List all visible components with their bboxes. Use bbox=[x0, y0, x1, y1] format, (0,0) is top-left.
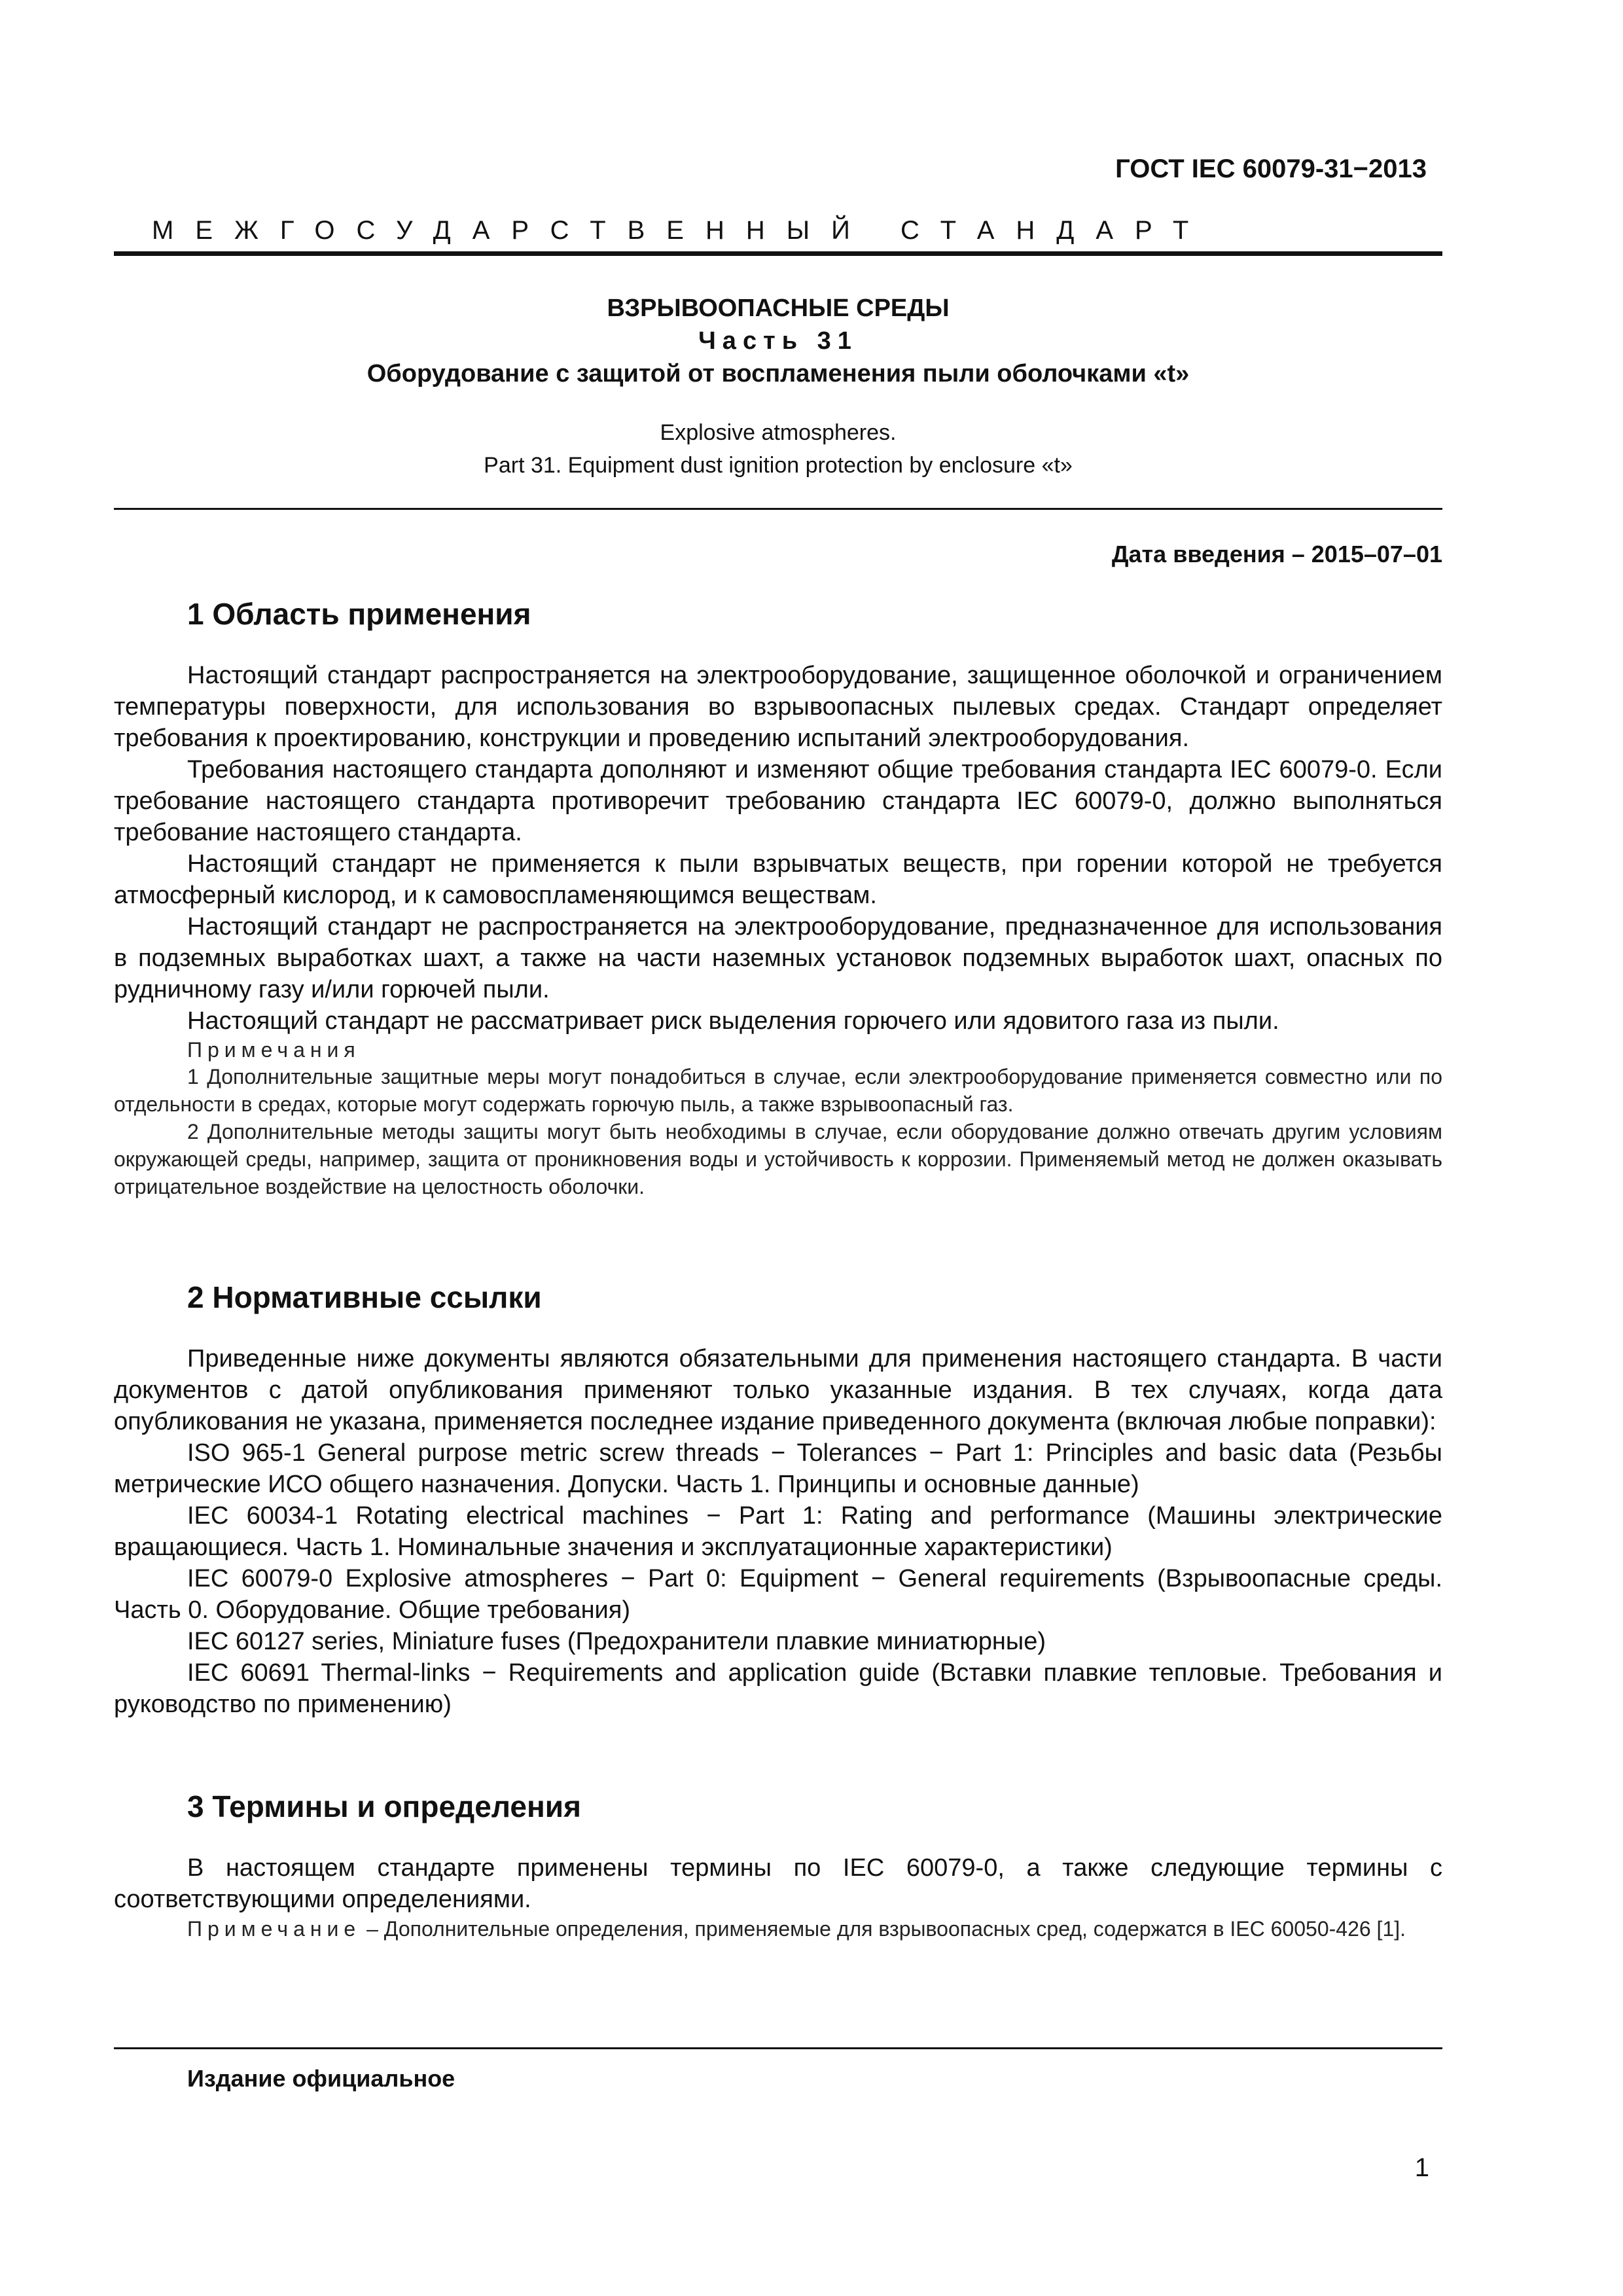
official-edition: Издание официальное bbox=[187, 2065, 455, 2092]
title-english-line2: Part 31. Equipment dust ignition protection by enclosure «t» bbox=[484, 453, 1073, 478]
document-code: ГОСТ IEC 60079-31−2013 bbox=[1115, 154, 1427, 183]
header-rule bbox=[114, 251, 1442, 256]
footer-rule bbox=[114, 2047, 1442, 2049]
paragraph: Настоящий стандарт не применяется к пыли взрывчатых веществ, при горении которой не требуется атмосферный кислород, и к самовоспламеняющимся веществам. bbox=[114, 850, 1442, 909]
note-text: – Дополнительные определения, применяемые для взрывоопасных сред, содержатся в IEC 60050-426 [1]. bbox=[361, 1917, 1406, 1941]
title-main: ВЗРЫВООПАСНЫЕ СРЕДЫ bbox=[607, 295, 950, 322]
paragraph: В настоящем стандарте применены термины по IEC 60079-0, а также следующие термины с соответствующими определениями. bbox=[114, 1854, 1442, 1913]
section-scope bbox=[114, 594, 1442, 1200]
reference-item: IEC 60034-1 Rotating electrical machines − Part 1: Rating and performance (Машины электрические вращающиеся. Часть 1. Номинальные значения и эксплуатационные характеристики) bbox=[114, 1502, 1442, 1561]
section-heading: 1 Область применения bbox=[187, 597, 531, 631]
note bbox=[114, 1915, 1442, 1943]
note: 2 Дополнительные методы защиты могут быть необходимы в случае, если оборудование должно отвечать другим условиям окружающей среды, например, защита от проникновения воды и устойчивость к коррозии. Применяемый метод не должен оказывать отрицательное воздействие на целостность оболочки. bbox=[114, 1120, 1442, 1198]
paragraph: Требования настоящего стандарта дополняют и изменяют общие требования стандарта IEC 60079-0. Если требование настоящего стандарта противоречит требованию стандарта IEC 60079-0, должно выполняться требование настоящего стандарта. bbox=[114, 756, 1442, 846]
page-number: 1 bbox=[1414, 2153, 1429, 2182]
note-label: Примечание bbox=[187, 1917, 361, 1941]
title-block bbox=[114, 292, 1442, 482]
reference-item: ISO 965-1 General purpose metric screw threads − Tolerances − Part 1: Principles and basic data (Резьбы метрические ИСО общего назначения. Допуски. Часть 1. Принципы и основные данные) bbox=[114, 1439, 1442, 1498]
title-part: Часть 31 bbox=[698, 327, 858, 355]
reference-item: IEC 60691 Thermal-links − Requirements and application guide (Вставки плавкие тепловые. Требования и руководство по применению) bbox=[114, 1659, 1442, 1718]
paragraph: Настоящий стандарт не распространяется на электрооборудование, предназначенное для использования в подземных выработках шахт, а также на части наземных установок подземных выработок шахт, опасных по рудничному газу и/или горючей пыли. bbox=[114, 913, 1442, 1003]
notes-label: Примечания bbox=[187, 1038, 361, 1062]
title-subtitle: Оборудование с защитой от воспламенения пыли оболочками «t» bbox=[366, 360, 1190, 387]
standard-kind: МЕЖГОСУДАРСТВЕННЫЙ СТАНДАРТ bbox=[152, 216, 1211, 245]
section-normative-references bbox=[114, 1278, 1442, 1720]
title-english-line1: Explosive atmospheres. bbox=[660, 420, 897, 445]
paragraph: Настоящий стандарт не рассматривает риск выделения горючего или ядовитого газа из пыли. bbox=[187, 1007, 1279, 1035]
introduction-date: Дата введения – 2015–07–01 bbox=[1111, 541, 1442, 567]
title-rule bbox=[114, 508, 1442, 510]
paragraph: Настоящий стандарт распространяется на электрооборудование, защищенное оболочкой и ограничением температуры поверхности, для использования во взрывоопасных пылевых средах. Стандарт определяет требования к проектированию, конструкции и проведению испытаний электрооборудования. bbox=[114, 662, 1442, 752]
section-terms bbox=[114, 1787, 1442, 1943]
paragraph: Приведенные ниже документы являются обязательными для применения настоящего стандарта. В части документов с датой опубликования применяют только указанные издания. В тех случаях, когда дата опубликования не указана, применяется последнее издание приведенного документа (включая любые поправки): bbox=[114, 1345, 1442, 1435]
reference-item: IEC 60127 series, Miniature fuses (Предохранители плавкие миниатюрные) bbox=[187, 1628, 1046, 1655]
note: 1 Дополнительные защитные меры могут понадобиться в случае, если электрооборудование применяется совместно или по отдельности в средах, которые могут содержать горючую пыль, а также взрывоопасный газ. bbox=[114, 1065, 1442, 1116]
reference-item: IEC 60079-0 Explosive atmospheres − Part 0: Equipment − General requirements (Взрывоопасные среды. Часть 0. Оборудование. Общие требования) bbox=[114, 1565, 1442, 1624]
section-heading: 3 Термины и определения bbox=[187, 1789, 581, 1823]
section-heading: 2 Нормативные ссылки bbox=[187, 1280, 542, 1314]
